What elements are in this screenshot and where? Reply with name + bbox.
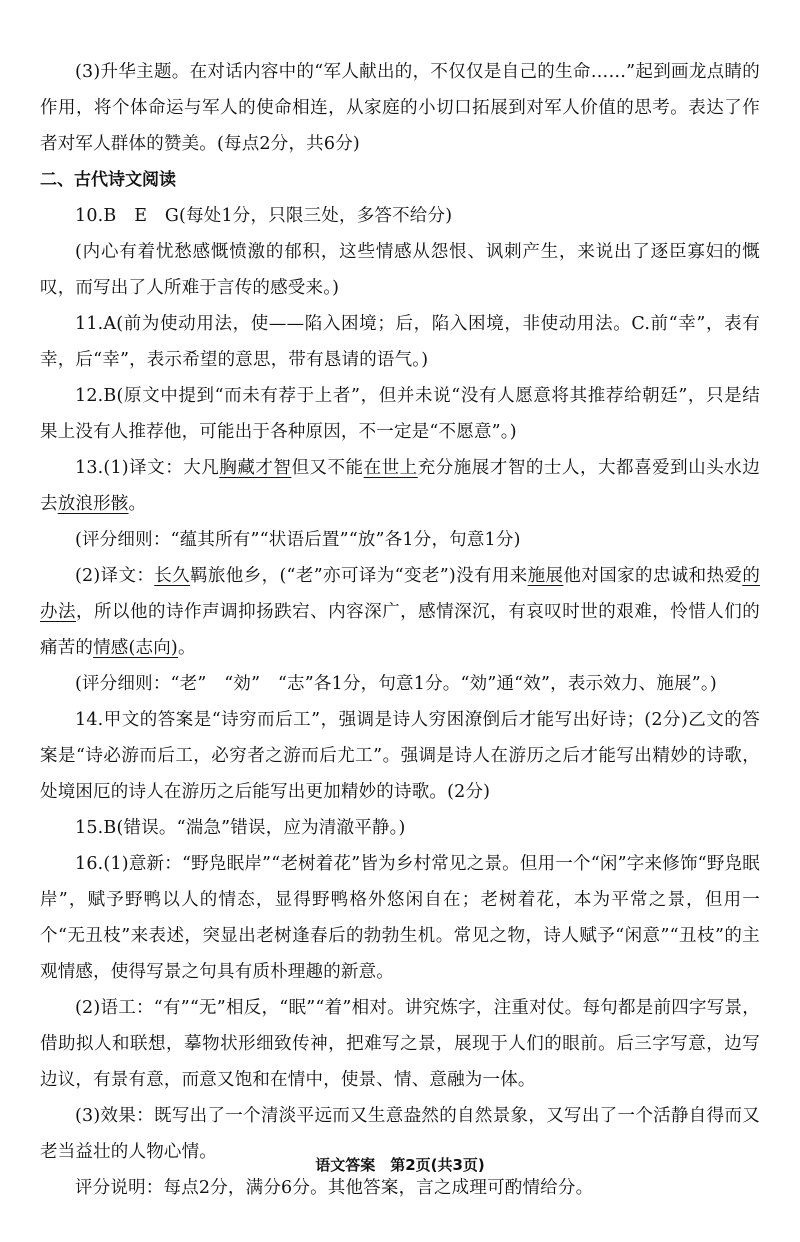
answer-16-3: (3)效果：既写出了一个清淡平远而又生意盎然的自然景象，又写出了一个活静自得而又老当益壮的人物心情。 (40, 1106, 760, 1162)
underlined-keyword: 的办法 (40, 566, 761, 622)
text-run: (2)译文： (75, 566, 155, 586)
underlined-keyword: 情感(志向) (93, 638, 178, 658)
answer-11: 11.A(前为使动用法，使——陷入困境；后，陷入困境，非使动用法。C.前“幸”，表有幸，后“幸”，表示希望的意思，带有恳请的语气。) (40, 314, 760, 370)
text-run: ，所以他的诗作声调抑扬跌宕、内容深广，感情深沉，有哀叹时世的艰难，怜惜人们的痛苦的 (40, 602, 760, 658)
answer-13-1-grading: (评分细则：“蕴其所有”“状语后置”“放”各1分，句意1分) (75, 530, 521, 550)
text-run: 。 (177, 638, 196, 658)
text-run: 他对国家的忠诚和热爱 (563, 566, 743, 586)
answer-10-note: (内心有着忧愁感慨愤激的郁积，这些情感从怨恨、讽刺产生，来说出了逐臣寡妇的慨叹，而写出了人所难于言传的感受来。) (40, 242, 760, 298)
answer-16-1: 16.(1)意新：“野凫眠岸”“老树着花”皆为乡村常见之景。但用一个“闲”字来修饰“野凫眠岸”，赋予野鸭以人的情态，显得野鸭格外悠闲自在；老树着花，本为平常之景，但用一个“无丑枝”来表述，突显出老树逢春后的勃勃生机。常见之物，诗人赋予“闲意”“丑枝”的主观情感，使得写景之句具有质朴理趣的新意。 (40, 854, 760, 982)
answer-12: 12.B(原文中提到“而未有荐于上者”，但并未说“没有人愿意将其推荐给朝廷”，只是结果上没有人推荐他，可能出于各种原因，不一定是“不愿意”。) (40, 386, 760, 442)
text-run: 充分施展才智的士人，大都喜爱到山头水边去 (40, 458, 760, 514)
underlined-keyword: 胸藏才智 (219, 458, 292, 478)
answer-16-2: (2)语工：“有”“无”相反，“眠”“着”相对。讲究炼字，注重对仗。每句都是前四字写景，借助拟人和联想，摹物状形细致传神，把难写之景，展现于人们的眼前。后三字写意，边写边议，有景有意，而意又饱和在情中，使景、情、意融为一体。 (40, 998, 760, 1090)
text-run: 。 (128, 494, 147, 514)
answer-13-2-grading: (评分细则：“老” “効” “志”各1分，句意1分。“効”通“效”，表示效力、施展”。) (75, 674, 717, 694)
answer-10: 10.B E G(每处1分，只限三处，多答不给分) (75, 206, 453, 226)
answer-3-theme: (3)升华主题。在对话内容中的“军人献出的，不仅仅是自己的生命……”起到画龙点睛的作用，将个体命运与军人的使命相连，从家庭的小切口拓展到对军人价值的思考。表达了作者对军人群体的赞美。(每点2分，共6分) (40, 62, 760, 154)
text-run: 羁旅他乡，(“老”亦可译为“变老”)没有用来 (190, 566, 528, 586)
answer-14: 14.甲文的答案是“诗穷而后工”，强调是诗人穷困潦倒后才能写出好诗；(2分)乙文的答案是“诗必游而后工，必穷者之游而后尤工”。强调是诗人在游历之后才能写出精妙的诗歌，处境困厄的诗人在游历之后能写出更加精妙的诗歌。(2分) (40, 710, 760, 802)
answer-13-1 (40, 450, 760, 522)
text-run: 但又不能 (291, 458, 364, 478)
underlined-keyword: 长久 (154, 566, 191, 586)
page-footer: 语文答案 第2页(共3页) (315, 1156, 485, 1174)
underlined-keyword: 在世上 (363, 458, 418, 478)
answer-16-grading: 评分说明：每点2分，满分6分。其他答案，言之成理可酌情给分。 (75, 1178, 594, 1198)
answer-13-2 (40, 558, 760, 666)
answer-15: 15.B(错误。“湍急”错误，应为清澈平静。) (75, 818, 406, 838)
underlined-keyword: 放浪形骸 (57, 494, 129, 514)
text-run: 13.(1)译文：大凡 (75, 458, 220, 478)
underlined-keyword: 施展 (527, 566, 564, 586)
section-heading-ancient-poetry: 二、古代诗文阅读 (40, 170, 176, 190)
